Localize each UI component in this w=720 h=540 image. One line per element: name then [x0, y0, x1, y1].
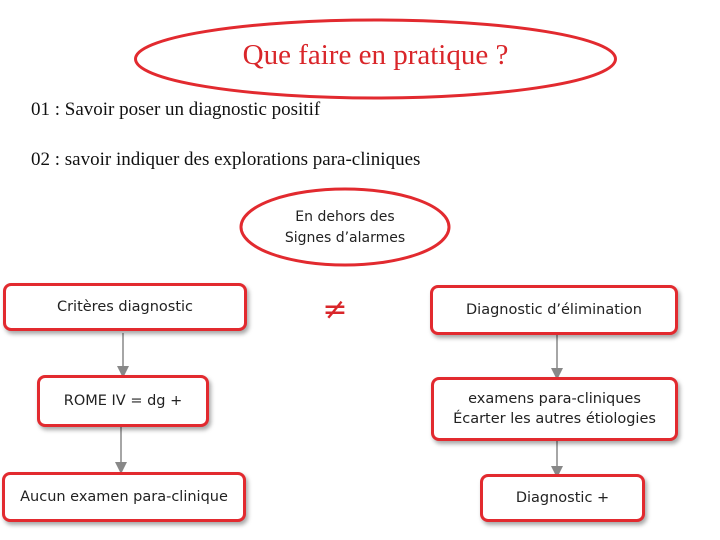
page-title: Que faire en pratique ?	[242, 39, 509, 71]
alarm-ellipse-label: En dehors des Signes d’alarmes	[284, 209, 406, 246]
objective-2: 02 : savoir indiquer des explorations para-cliniques	[31, 149, 421, 170]
box-criteres-diagnostic-label: Critères diagnostic	[56, 299, 194, 315]
not-equal-symbol: ≠	[322, 292, 348, 327]
box-examens-para-cliniques	[431, 377, 678, 441]
box-rome-iv	[37, 375, 209, 427]
objective-1: 01 : Savoir poser un diagnostic positif	[31, 99, 321, 120]
box-diagnostic-elimination-label: Diagnostic d’élimination	[466, 302, 642, 318]
box-diagnostic-positif-label: Diagnostic +	[515, 490, 610, 506]
box-diagnostic-elimination	[430, 285, 678, 335]
box-examens-para-cliniques-label: examens para-cliniques Écarter les autres étiologies	[453, 391, 656, 427]
box-aucun-examen	[2, 472, 246, 522]
box-rome-iv-label: ROME IV = dg +	[63, 393, 183, 409]
box-aucun-examen-label: Aucun examen para-clinique	[20, 489, 228, 505]
box-diagnostic-positif	[480, 474, 645, 522]
box-criteres-diagnostic	[3, 283, 247, 331]
